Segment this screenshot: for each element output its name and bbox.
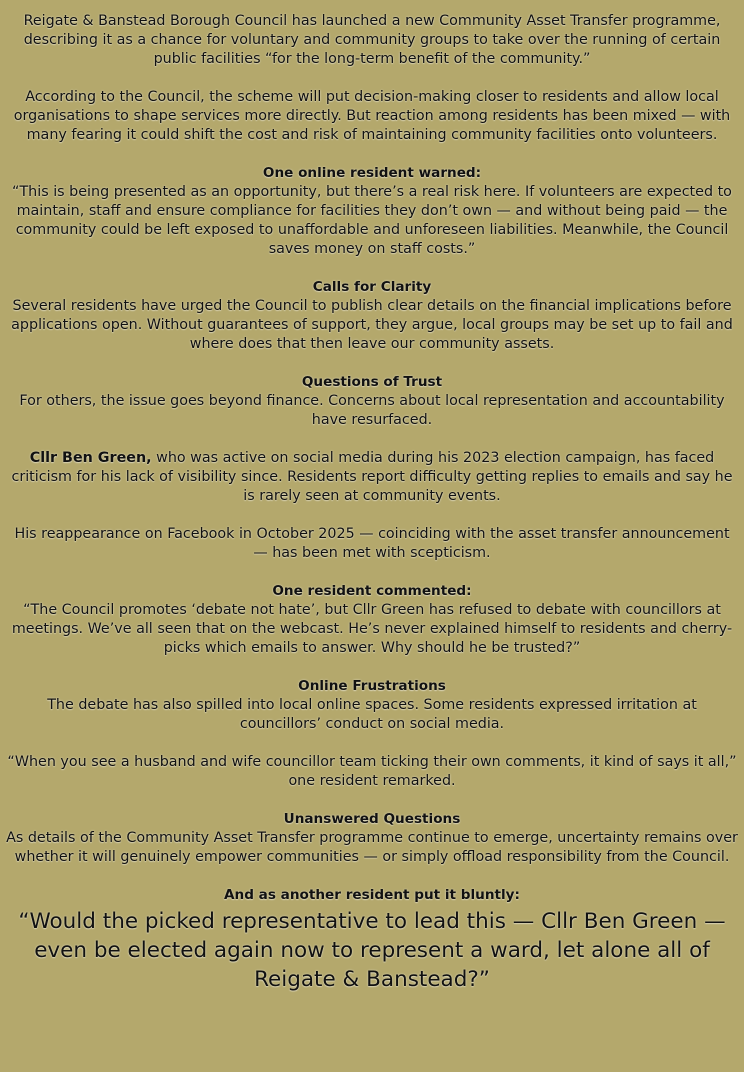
warning-heading: One online resident warned: bbox=[262, 165, 482, 181]
trust-text: For others, the issue goes beyond finance. Concerns about local representation and accountability have resurfaced. bbox=[19, 393, 725, 428]
frustrations-heading: Online Frustrations bbox=[298, 678, 446, 694]
comment-quote: “The Council promotes ‘debate not hate’, but Cllr Green has refused to debate with councillors at meetings. We’ve all seen that on the webcast. He’s never explained himself to residents and cherry-picks which emails to answer. Why should he be trusted?” bbox=[11, 602, 733, 656]
intro-paragraph-1: Reigate & Banstead Borough Council has launched a new Community Asset Transfer programme, describing it as a chance for voluntary and community groups to take over the running of certain public facilities “for the long-term benefit of the community.” bbox=[23, 13, 721, 67]
cllr-name: Cllr Ben Green, bbox=[29, 450, 152, 466]
frustrations-quote: “When you see a husband and wife councillor team ticking their own comments, it kind of says it all,” one resident remarked. bbox=[7, 754, 737, 789]
trust-heading: Questions of Trust bbox=[301, 374, 443, 390]
unanswered-text: As details of the Community Asset Transfer programme continue to emerge, uncertainty remains over whether it will genuinely empower communities — or simply offload responsibility from the Council. bbox=[6, 830, 738, 865]
cllr-text: who was active on social media during his 2023 election campaign, has faced criticism for his lack of visibility since. Residents report difficulty getting replies to emails and say he is rarely seen at community events. bbox=[11, 450, 733, 504]
closing-heading: And as another resident put it bluntly: bbox=[224, 887, 520, 903]
comment-heading: One resident commented: bbox=[272, 583, 472, 599]
clarity-heading: Calls for Clarity bbox=[312, 279, 432, 295]
unanswered-heading: Unanswered Questions bbox=[283, 811, 461, 827]
cllr-paragraph bbox=[6, 449, 738, 506]
closing-quote: “Would the picked representative to lead this — Cllr Ben Green — even be elected again now to represent a ward, let alone all of Reigate & Banstead?” bbox=[18, 909, 726, 992]
intro-paragraph-2: According to the Council, the scheme will put decision-making closer to residents and allow local organisations to shape services more directly. But reaction among residents has been mixed — with many fearing it could shift the cost and risk of maintaining community facilities onto volunteers. bbox=[13, 89, 731, 143]
warning-quote: “This is being presented as an opportunity, but there’s a real risk here. If volunteers are expected to maintain, staff and ensure compliance for facilities they don’t own — and without being paid — the community could be left exposed to unaffordable and unforeseen liabilities. Meanwhile, the Council saves money on staff costs.” bbox=[12, 184, 732, 257]
reappearance-paragraph: His reappearance on Facebook in October 2025 — coinciding with the asset transfer announcement — has been met with scepticism. bbox=[14, 526, 730, 561]
clarity-text: Several residents have urged the Council to publish clear details on the financial implications before applications open. Without guarantees of support, they argue, local groups may be set up to fail and where does that then leave our community assets. bbox=[11, 298, 733, 352]
frustrations-text: The debate has also spilled into local online spaces. Some residents expressed irritation at councillors’ conduct on social media. bbox=[47, 697, 697, 732]
